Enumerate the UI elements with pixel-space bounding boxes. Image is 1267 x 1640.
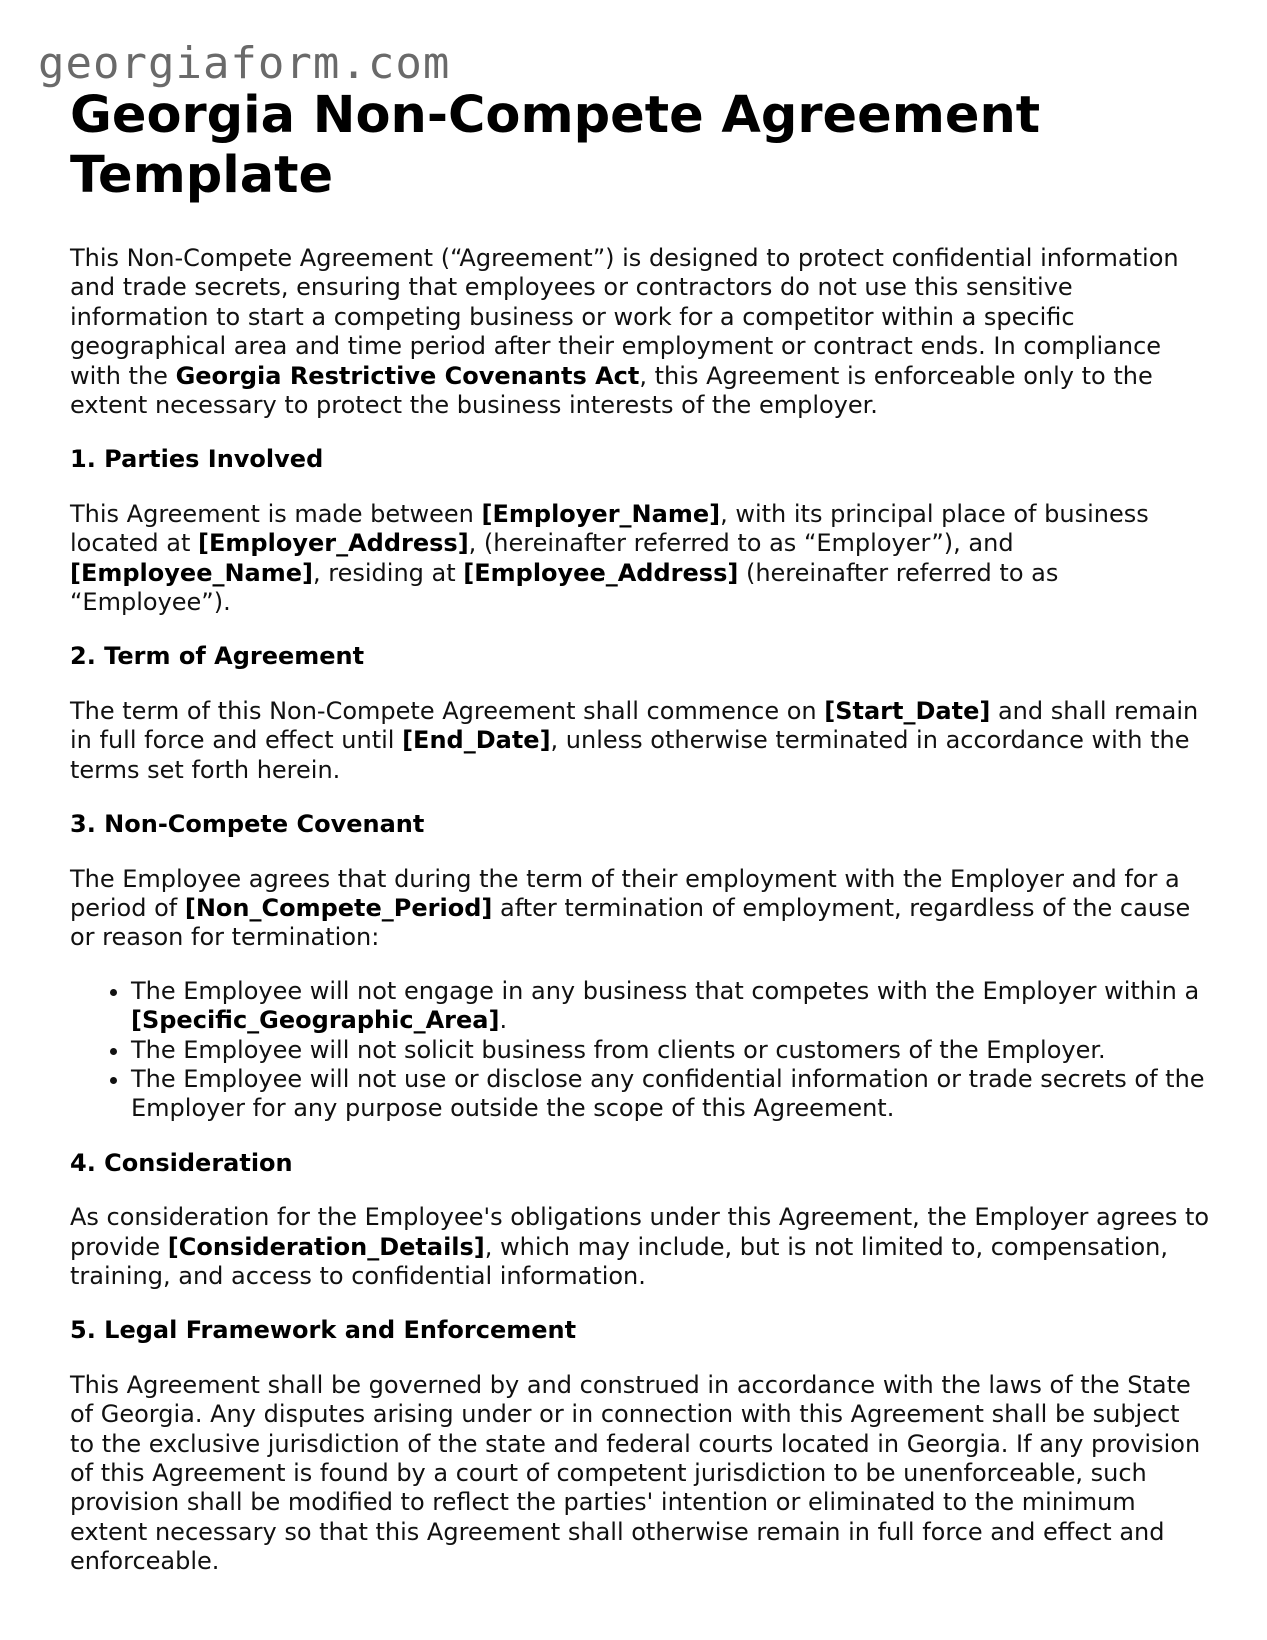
intro-text-before: This Non-Compete Agreement (“Agreement”) is designed to protect confidential information and trade secrets, ensuring that employees or contractors do not use this sensitive information to start a competing business or work for a competitor within a specific geographical area and time period after their employment or contract ends. In compliance with the	[70, 244, 1179, 390]
term-text-3: , unless otherwise terminated in accordance with the terms set forth herein.	[70, 726, 1190, 784]
parties-text-2: , with its principal place of business located at	[70, 499, 1149, 558]
list-item	[131, 977, 1210, 1036]
geographic-area-placeholder: [Specific_Geographic_Area]	[131, 1006, 500, 1035]
parties-paragraph	[70, 500, 1210, 618]
covenant-list	[70, 977, 1210, 1124]
parties-text-1: This Agreement is made between	[70, 499, 482, 528]
section-heading-term: 2. Term of Agreement	[70, 642, 365, 671]
consideration-text-2: , which may include, but is not limited to, compensation, training, and access to confidential information.	[70, 1232, 1168, 1290]
intro-text-after: , this Agreement is enforceable only to the extent necessary to protect the business interests of the employer.	[70, 361, 1153, 420]
section-heading-covenant: 3. Non-Compete Covenant	[70, 810, 425, 839]
section-heading-legal: 5. Legal Framework and Enforcement	[70, 1316, 577, 1345]
non-compete-period-placeholder: [Non_Compete_Period]	[184, 893, 493, 922]
list-item: • The Employee will not solicit business from clients or customers of the Employer.	[131, 1036, 1210, 1065]
term-paragraph	[70, 697, 1210, 785]
start-date-placeholder: [Start_Date]	[824, 696, 991, 725]
employer-name-placeholder: [Employer_Name]	[481, 499, 721, 528]
legal-paragraph: This Agreement shall be governed by and construed in accordance with the laws of the State of Georgia. Any disputes arising under or in connection with this Agreement shall be subject to the exclusive jurisdiction of the state and federal courts located in Georgia. If any provision of this Agreement is found by a court of competent jurisdiction to be unenforceable, such provision shall be modified to reflect the parties' intention or eliminated to the minimum extent necessary so that this Agreement shall otherwise remain in full force and effect and enforceable.	[70, 1370, 1201, 1576]
bullet-1-text-after: .	[499, 1006, 508, 1035]
covenant-paragraph	[70, 865, 1210, 953]
act-name: Georgia Restrictive Covenants Act	[175, 361, 640, 390]
term-text-1: The term of this Non-Compete Agreement shall commence on	[70, 696, 825, 725]
employer-address-placeholder: [Employer_Address]	[198, 529, 469, 558]
section-heading-consideration: 4. Consideration	[70, 1148, 293, 1177]
consideration-paragraph	[70, 1203, 1210, 1291]
employee-name-placeholder: [Employee_Name]	[70, 558, 313, 587]
site-watermark: georgiaform.com	[38, 38, 451, 89]
parties-text-4: , residing at	[313, 558, 464, 587]
term-text-2: and shall remain in full force and effect until	[70, 696, 1199, 755]
document-body	[70, 86, 1210, 1577]
consideration-text-1: As consideration for the Employee's obligations under this Agreement, the Employer agrees to provide	[70, 1203, 1210, 1261]
page-title: Georgia Non-Compete Agreement Template	[70, 86, 1041, 205]
consideration-details-placeholder: [Consideration_Details]	[167, 1232, 485, 1261]
section-heading-parties: 1. Parties Involved	[70, 445, 324, 474]
intro-paragraph	[70, 244, 1210, 420]
list-item: • The Employee will not use or disclose any confidential information or trade secrets of the Employer for any purpose outside the scope of this Agreement.	[131, 1065, 1210, 1124]
parties-text-5: (hereinafter referred to as “Employee”).	[70, 558, 1059, 617]
covenant-text-2: after termination of employment, regardless of the cause or reason for termination:	[70, 893, 1191, 952]
bullet-1-text-before: The Employee will not engage in any business that competes with the Employer within a	[131, 976, 1200, 1005]
covenant-text-1: The Employee agrees that during the term of their employment with the Employer and for a period of	[70, 864, 1180, 922]
parties-text-3: , (hereinafter referred to as “Employer”), and	[468, 529, 1014, 558]
end-date-placeholder: [End_Date]	[402, 726, 551, 755]
employee-address-placeholder: [Employee_Address]	[463, 558, 739, 587]
